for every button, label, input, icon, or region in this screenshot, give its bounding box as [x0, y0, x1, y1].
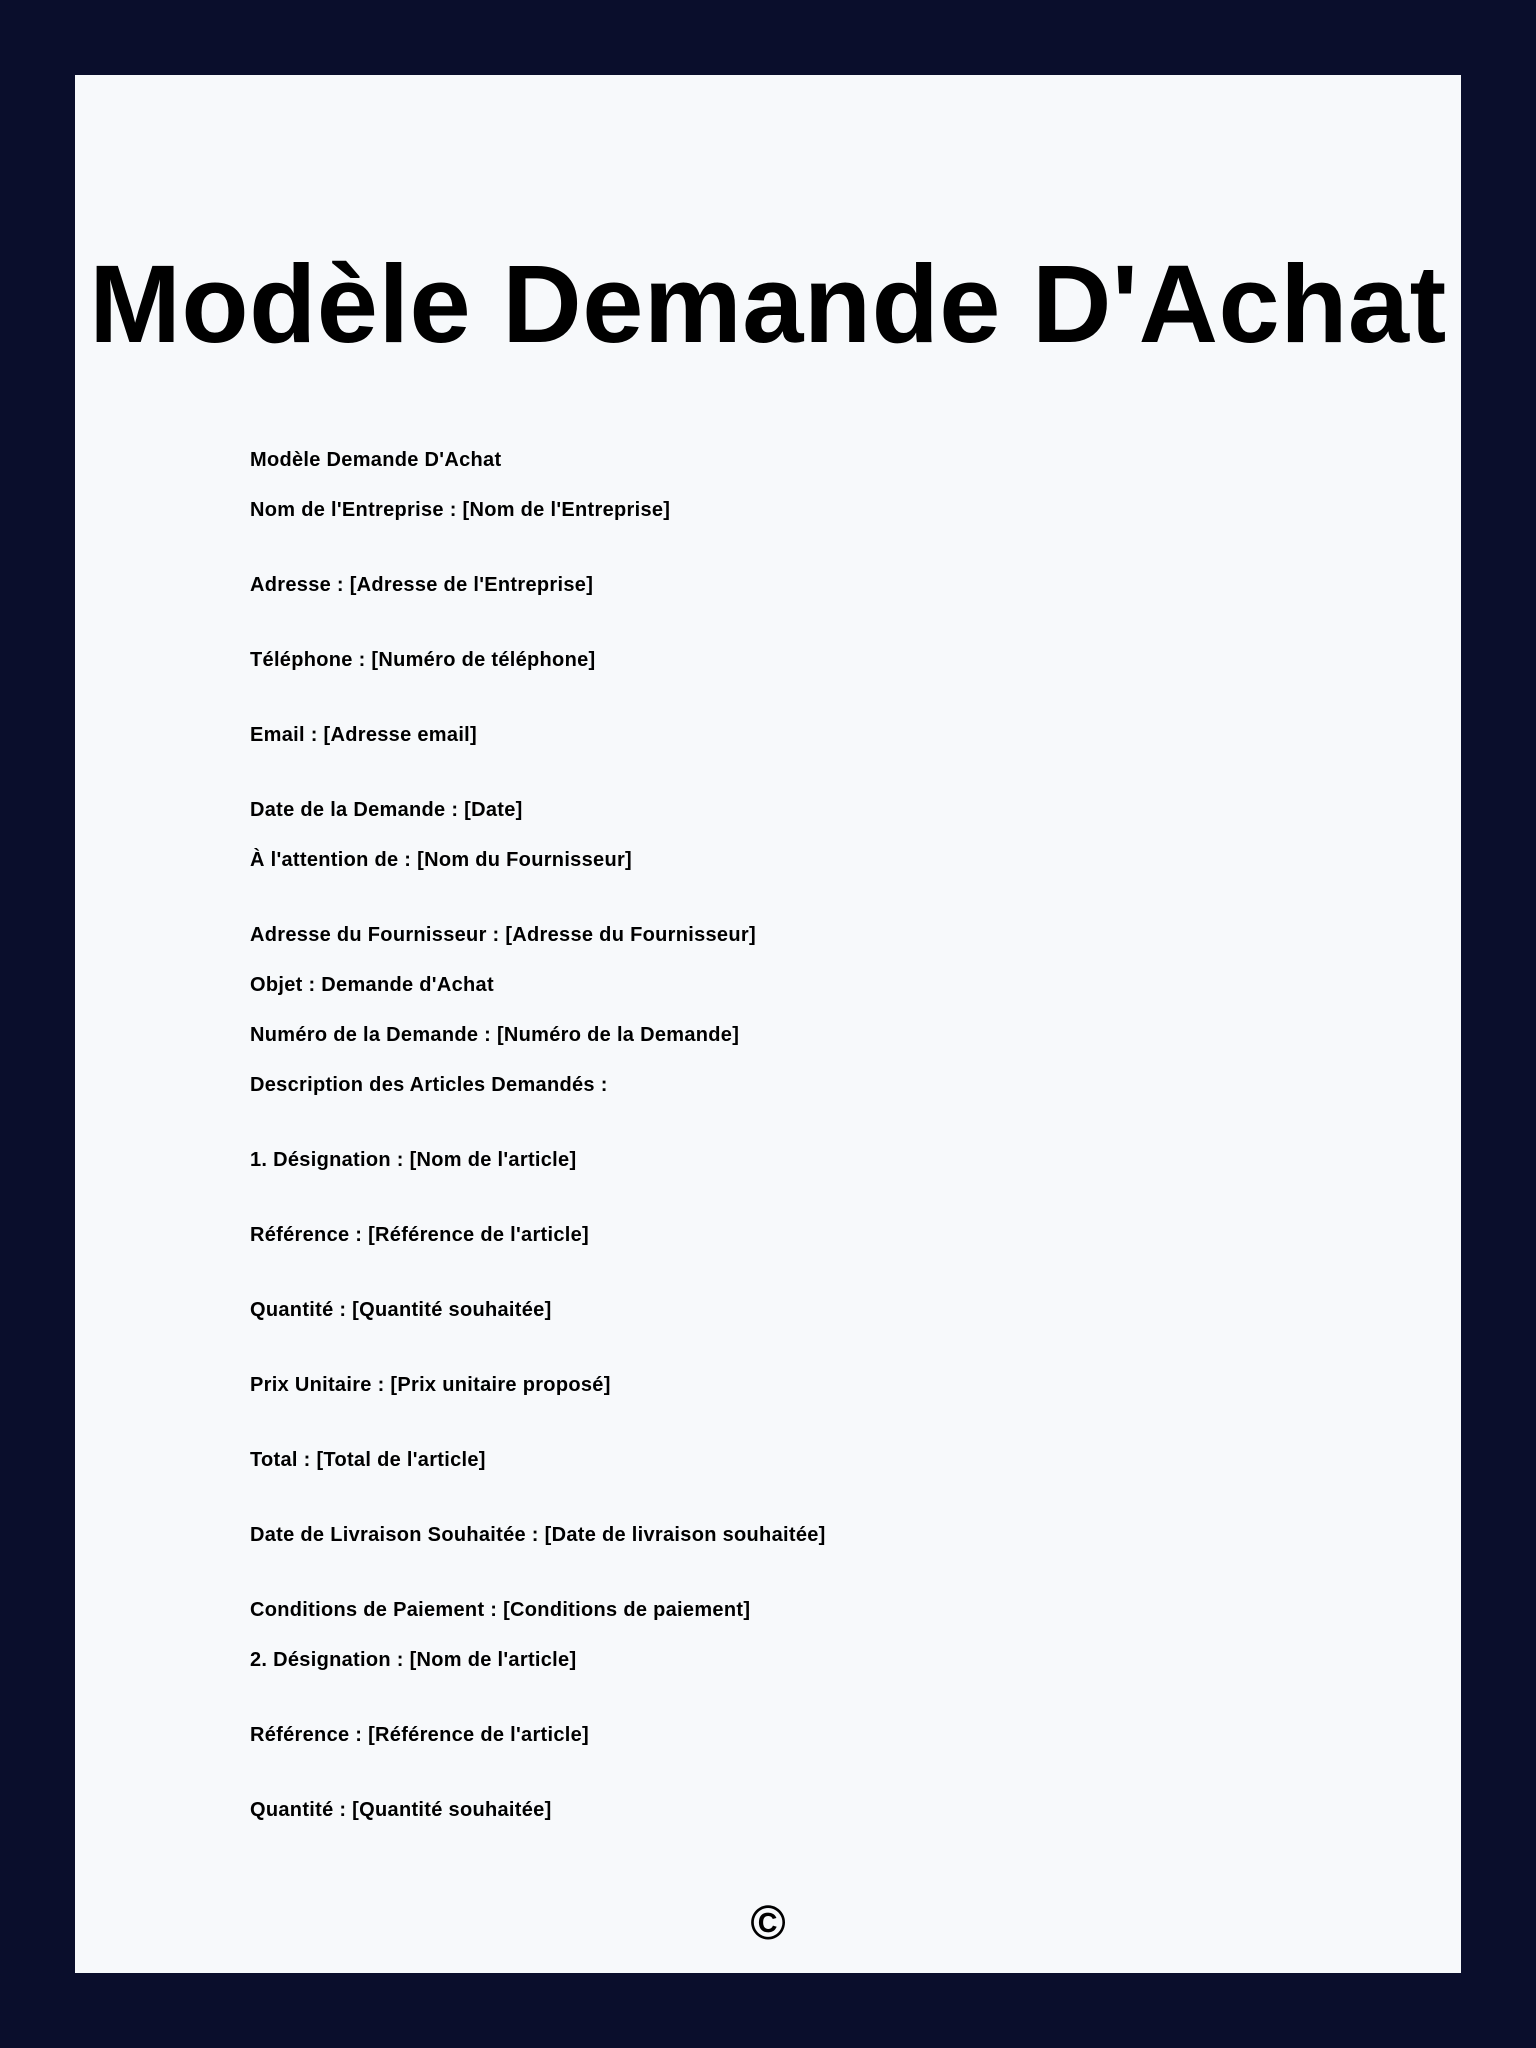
doc-line-item1-designation: 1. Désignation : [Nom de l'article]	[250, 1149, 577, 1171]
doc-line-item1-total: Total : [Total de l'article]	[250, 1449, 486, 1471]
doc-line-item2-reference: Référence : [Référence de l'article]	[250, 1724, 590, 1746]
doc-line-request-date: Date de la Demande : [Date]	[250, 799, 523, 821]
doc-line-delivery-date: Date de Livraison Souhaitée : [Date de livraison souhaitée]	[250, 1524, 826, 1546]
doc-line-item2-designation: 2. Désignation : [Nom de l'article]	[250, 1649, 577, 1671]
copyright-icon: ©	[750, 1897, 786, 1950]
doc-line-payment-terms: Conditions de Paiement : [Conditions de paiement]	[250, 1599, 751, 1621]
doc-line-items-heading: Description des Articles Demandés :	[250, 1074, 608, 1096]
doc-line-company-address: Adresse : [Adresse de l'Entreprise]	[250, 574, 594, 596]
doc-line-phone: Téléphone : [Numéro de téléphone]	[250, 649, 596, 671]
document-title: Modèle Demande D'Achat	[89, 243, 1447, 366]
doc-line-item2-quantity: Quantité : [Quantité souhaitée]	[250, 1799, 552, 1821]
doc-line-item1-reference: Référence : [Référence de l'article]	[250, 1224, 590, 1246]
doc-line-email: Email : [Adresse email]	[250, 724, 477, 746]
doc-line-supplier-address: Adresse du Fournisseur : [Adresse du Fournisseur]	[250, 924, 756, 946]
document-page	[75, 75, 1461, 1973]
doc-line-company-name: Nom de l'Entreprise : [Nom de l'Entreprise]	[250, 499, 671, 521]
doc-line-heading: Modèle Demande D'Achat	[250, 449, 502, 471]
doc-line-item1-unit-price: Prix Unitaire : [Prix unitaire proposé]	[250, 1374, 611, 1396]
doc-line-subject: Objet : Demande d'Achat	[250, 974, 494, 996]
doc-line-item1-quantity: Quantité : [Quantité souhaitée]	[250, 1299, 552, 1321]
doc-line-attention: À l'attention de : [Nom du Fournisseur]	[250, 849, 633, 871]
doc-line-request-number: Numéro de la Demande : [Numéro de la Demande]	[250, 1024, 740, 1046]
